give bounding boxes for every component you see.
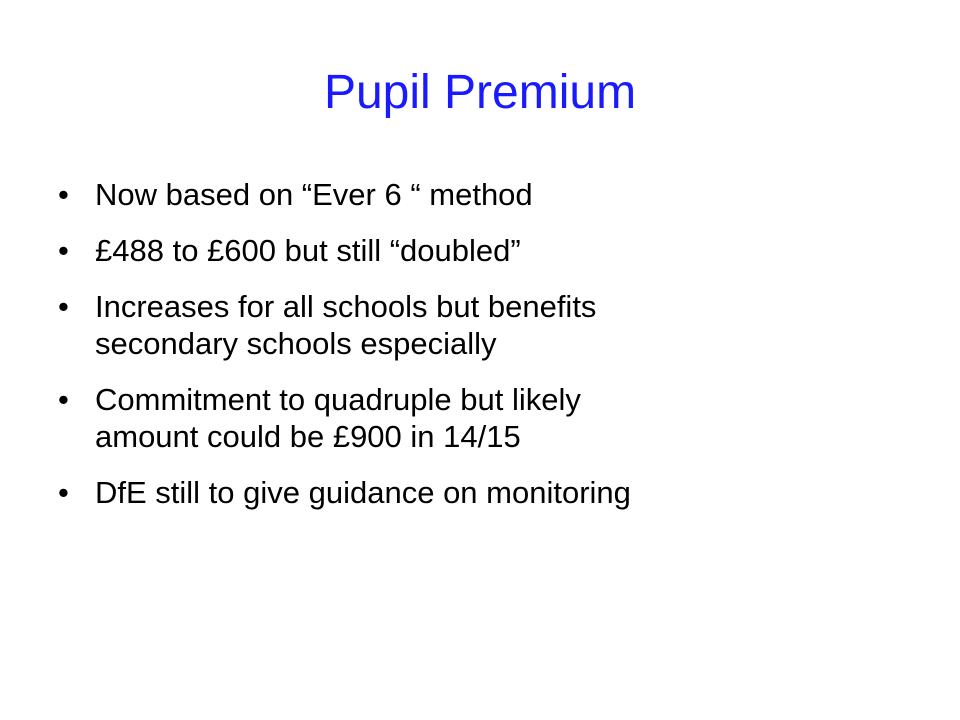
- bullet-text-line-1: Increases for all schools but benefits: [95, 289, 597, 324]
- bullet-item-dfe: [58, 474, 918, 511]
- slide-title: Pupil Premium: [323, 66, 637, 119]
- bullet-text-line-2: secondary schools especially: [95, 326, 497, 361]
- bullet-item-increases: [58, 288, 918, 362]
- bullet-point-icon: •: [58, 382, 69, 417]
- bullet-item-ever6: [58, 176, 918, 213]
- bullet-item-commitment: [58, 381, 918, 455]
- bullet-text: £488 to £600 but still “doubled”: [95, 233, 521, 268]
- bullet-text-line-2: amount could be £900 in 14/15: [95, 419, 521, 454]
- bullet-point-icon: •: [58, 177, 69, 212]
- bullet-point-icon: •: [58, 475, 69, 510]
- bullet-text: DfE still to give guidance on monitoring: [95, 475, 631, 510]
- bullet-point-icon: •: [58, 233, 69, 268]
- bullet-text: Now based on “Ever 6 “ method: [95, 177, 533, 212]
- bullet-text-line-1: Commitment to quadruple but likely: [95, 382, 581, 417]
- bullet-point-icon: •: [58, 289, 69, 324]
- bullet-item-doubled: [58, 232, 918, 269]
- bullet-list: [58, 176, 918, 530]
